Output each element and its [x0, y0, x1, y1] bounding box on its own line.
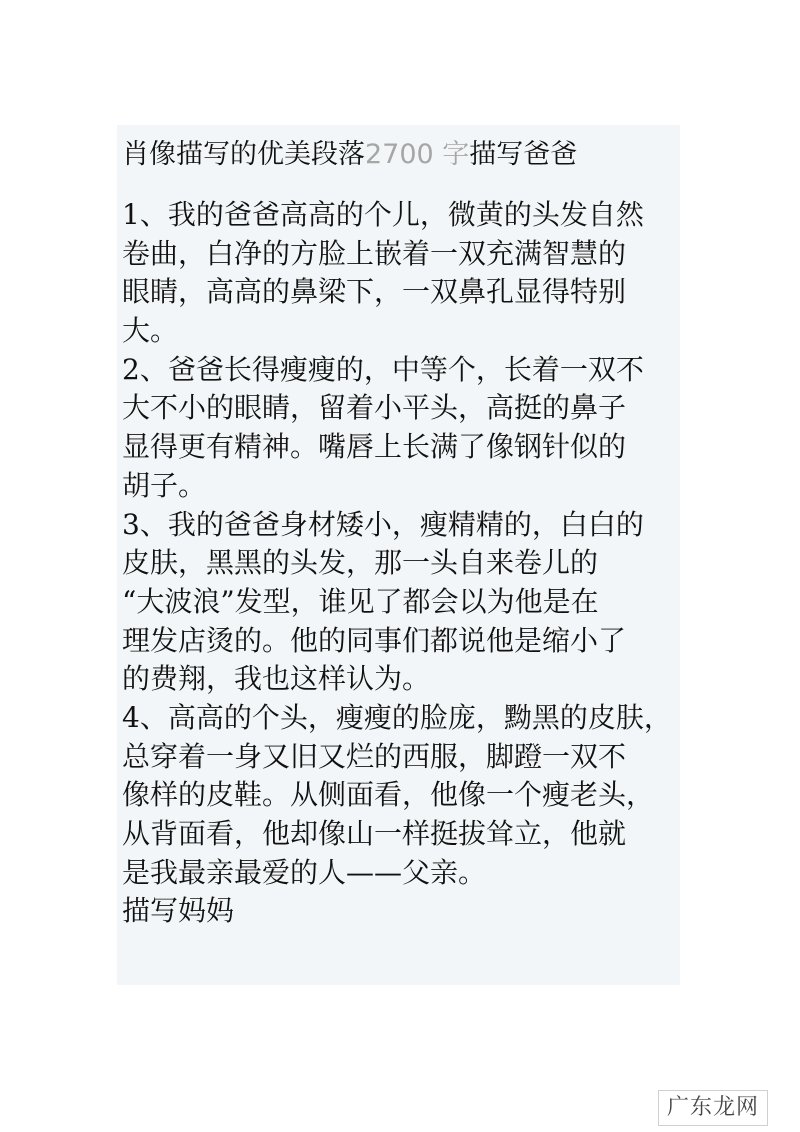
body-line: 显得更有精神。嘴唇上长满了像钢针似的	[122, 430, 627, 464]
body-line: “大波浪”发型，谁见了都会以为他是在	[122, 584, 599, 618]
body-line: 大不小的眼睛，留着小平头，高挺的鼻子	[122, 391, 627, 425]
article-body	[122, 196, 688, 931]
body-line: 像样的皮鞋。从侧面看，他像一个瘦老头，	[122, 778, 655, 812]
body-line: 描写妈妈	[122, 894, 235, 928]
body-line: 的费翔，我也这样认为。	[122, 662, 431, 696]
site-watermark: 广东龙网	[658, 1090, 768, 1126]
body-line: 理发店烫的。他的同事们都说他是缩小了	[122, 623, 627, 657]
body-line: 3、我的爸爸身材矮小，瘦精精的，白白的	[122, 507, 644, 541]
body-line: 1、我的爸爸高高的个儿，微黄的头发自然	[122, 198, 644, 231]
body-line: 眼睛，高高的鼻梁下，一双鼻孔显得特别	[122, 275, 627, 309]
article-title	[122, 133, 577, 177]
body-line: 胡子。	[122, 468, 207, 502]
body-line: 卷曲，白净的方脸上嵌着一双充满智慧的	[122, 236, 627, 270]
body-line: 4、高高的个头，瘦瘦的脸庞，黝黑的皮肤，	[122, 700, 672, 734]
body-line: 皮肤，黑黑的头发，那一头自来卷儿的	[122, 546, 599, 580]
body-line: 大。	[122, 314, 179, 348]
body-line: 从背面看，他却像山一样挺拔耸立，他就	[122, 817, 627, 850]
title-suffix: 描写爸爸	[469, 139, 578, 170]
body-line: 是我最亲最爱的人——父亲。	[122, 855, 487, 889]
title-word-count: 2700 字	[365, 139, 470, 170]
title-main: 肖像描写的优美段落	[122, 139, 365, 170]
body-line: 2、爸爸长得瘦瘦的，中等个，长着一双不	[122, 352, 644, 386]
body-line: 总穿着一身又旧又烂的西服，脚蹬一双不	[122, 739, 627, 773]
